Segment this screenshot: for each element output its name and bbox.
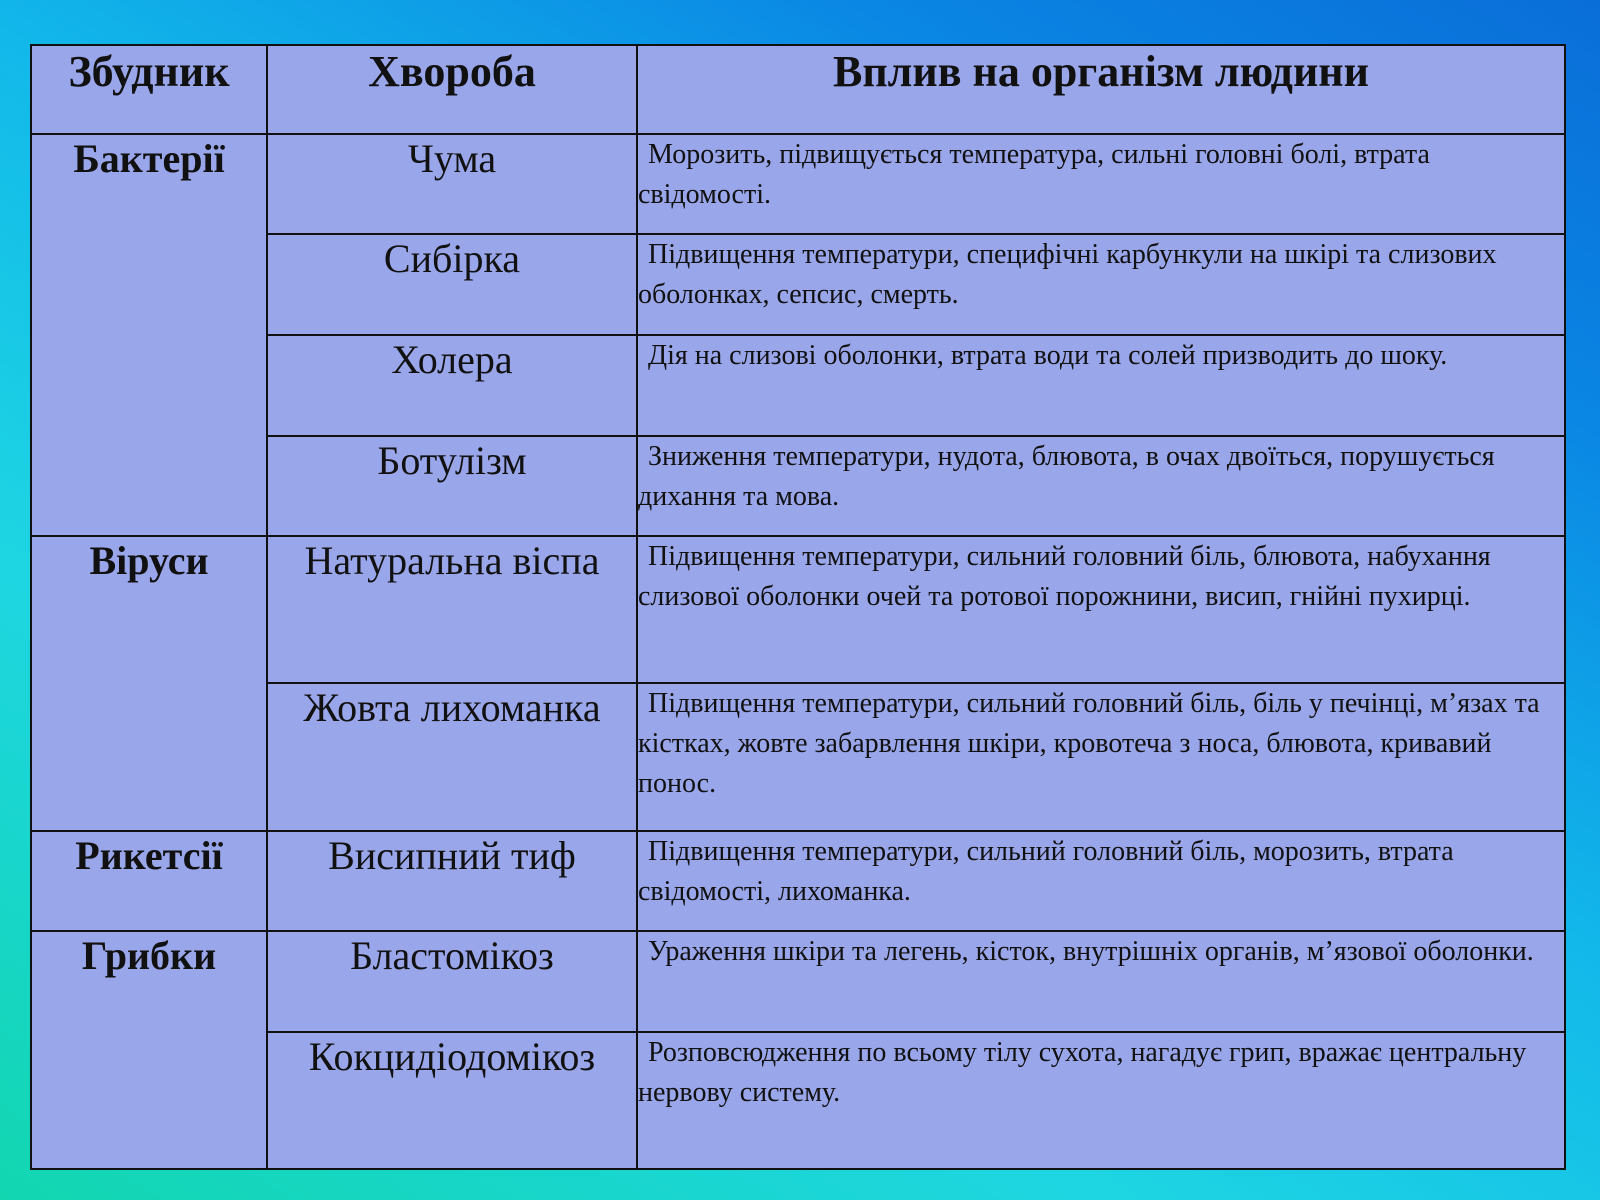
effect-cell: Морозить, підвищується температура, сильні головні болі, втрата свідомості. bbox=[637, 134, 1565, 235]
effect-cell: Підвищення температури, сильний головний біль, блювота, набухання слизової оболонки очей та ротової порожнини, висип, гнійні пухирці. bbox=[637, 536, 1565, 683]
header-row bbox=[31, 45, 1565, 134]
table-row bbox=[31, 134, 1565, 235]
header-effect: Вплив на організм людини bbox=[637, 45, 1565, 134]
disease-cell: Ботулізм bbox=[267, 436, 637, 537]
table-row bbox=[31, 536, 1565, 683]
effect-cell: Дія на слизові оболонки, втрата води та солей призводить до шоку. bbox=[637, 335, 1565, 436]
effect-cell: Зниження температури, нудота, блювота, в очах двоїться, порушується дихання та мова. bbox=[637, 436, 1565, 537]
diseases-table bbox=[30, 44, 1566, 1170]
effect-cell: Ураження шкіри та легень, кісток, внутрішніх органів, м’язової оболонки. bbox=[637, 931, 1565, 1032]
table-row bbox=[31, 831, 1565, 932]
effect-cell: Підвищення температури, сильний головний біль, морозить, втрата свідомості, лихоманка. bbox=[637, 831, 1565, 932]
disease-cell: Висипний тиф bbox=[267, 831, 637, 932]
header-pathogen: Збудник bbox=[31, 45, 267, 134]
disease-cell: Бластомікоз bbox=[267, 931, 637, 1032]
disease-cell: Сибірка bbox=[267, 234, 637, 335]
table-row bbox=[31, 931, 1565, 1032]
pathogen-fungi: Грибки bbox=[31, 931, 267, 1169]
effect-cell: Підвищення температури, сильний головний біль, біль у печінці, м’язах та кістках, жовте забарвлення шкіри, кровотеча з носа, блювота, кривавий понос. bbox=[637, 683, 1565, 830]
disease-cell: Жовта лихоманка bbox=[267, 683, 637, 830]
disease-cell: Чума bbox=[267, 134, 637, 235]
disease-cell: Кокцидіодомікоз bbox=[267, 1032, 637, 1169]
disease-cell: Натуральна віспа bbox=[267, 536, 637, 683]
pathogen-bacteria: Бактерії bbox=[31, 134, 267, 537]
effect-cell: Підвищення температури, специфічні карбункули на шкірі та слизових оболонках, сепсис, смерть. bbox=[637, 234, 1565, 335]
pathogen-viruses: Віруси bbox=[31, 536, 267, 830]
disease-cell: Холера bbox=[267, 335, 637, 436]
pathogen-rickettsiae: Рикетсії bbox=[31, 831, 267, 932]
effect-cell: Розповсюдження по всьому тілу сухота, нагадує грип, вражає центральну нервову систему. bbox=[637, 1032, 1565, 1169]
header-disease: Хвороба bbox=[267, 45, 637, 134]
